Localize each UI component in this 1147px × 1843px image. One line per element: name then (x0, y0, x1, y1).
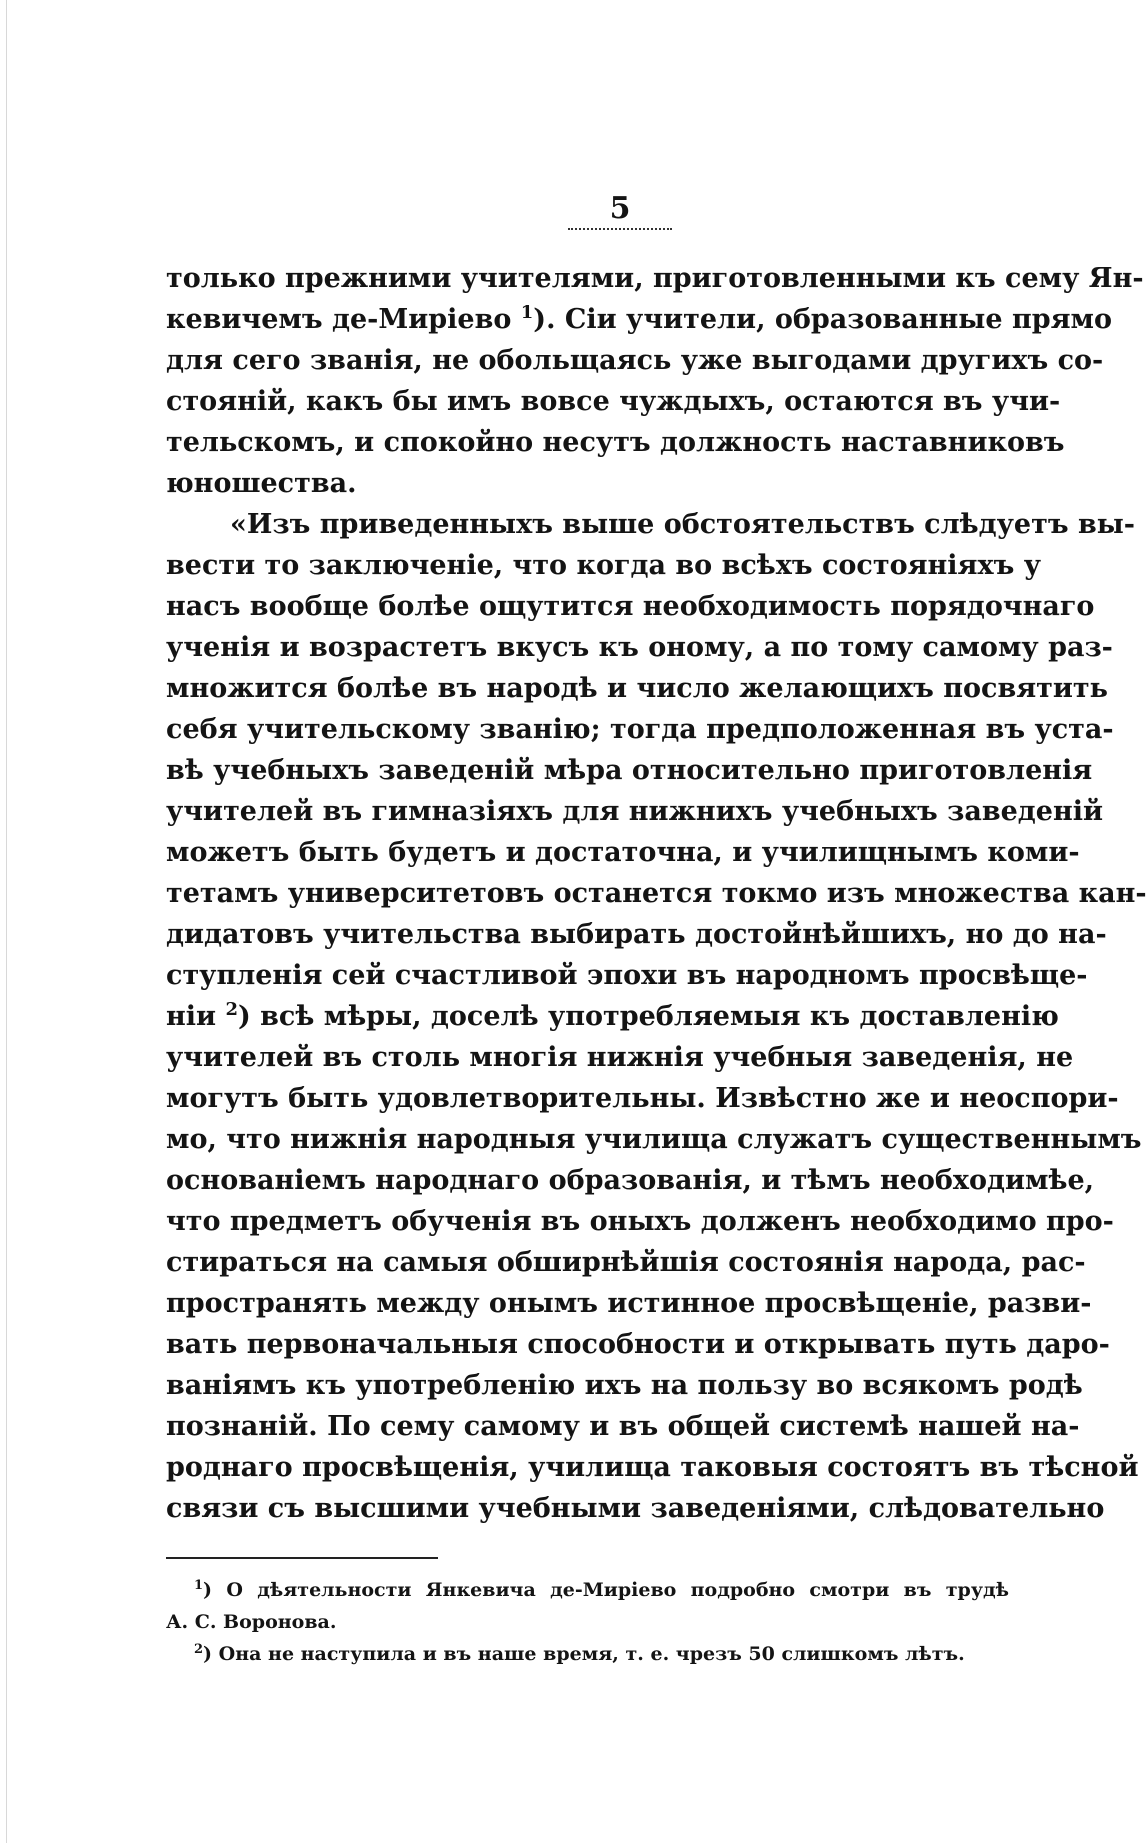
text-line: тетамъ университетовъ останется токмо изъ множества кан- (166, 878, 1147, 909)
text-line: только прежними учителями, приготовленными къ сему Ян- (166, 263, 1144, 294)
footnote-ref: 1 (520, 302, 534, 323)
text-line: ступленія сей счастливой эпохи въ народномъ просвѣще- (166, 960, 1088, 991)
footnote-divider (166, 1557, 438, 1559)
footnote-1-continuation: А. С. Воронова. (166, 1611, 337, 1633)
text-line: вести то заключеніе, что когда во всѣхъ состояніяхъ у (166, 550, 1041, 581)
text-line: насъ вообще болѣе ощутится необходимость порядочнаго (166, 591, 1095, 622)
text-line: ученія и возрастетъ вкусъ къ оному, а по тому самому раз- (166, 632, 1113, 663)
text-line: себя учительскому званію; тогда предположенная въ уста- (166, 714, 1114, 745)
text-line: стираться на самыя обширнѣйшія состоянія народа, рас- (166, 1247, 1086, 1278)
text-line: учителей въ гимназіяхъ для нижнихъ учебныхъ заведеній (166, 796, 1103, 827)
paragraph-start-line: «Изъ приведенныхъ выше обстоятельствъ слѣдуетъ вы- (230, 509, 1135, 540)
text-line: связи съ высшими учебными заведеніями, слѣдовательно (166, 1493, 1105, 1524)
text-line-part: ) всѣ мѣры, доселѣ употребляемыя къ доставленію (237, 1001, 1059, 1032)
page-header (565, 192, 675, 230)
text-line: что предметъ обученія въ оныхъ долженъ необходимо про- (166, 1206, 1114, 1237)
footnote-text: ) О дѣятельности Янкевича де-Миріево подробно смотри въ трудѣ (203, 1579, 1009, 1601)
page-number: 5 (609, 191, 631, 226)
text-line (166, 299, 1112, 340)
footnote-text: ) Она не наступила и въ наше время, т. е. чрезъ 50 слишкомъ лѣтъ. (203, 1643, 965, 1665)
text-line (166, 996, 1059, 1037)
footnote-1 (166, 1574, 1009, 1606)
text-line: тельскомъ, и спокойно несутъ должность наставниковъ (166, 427, 1065, 458)
text-line: основаніемъ народнаго образованія, и тѣмъ необходимѣе, (166, 1165, 1095, 1196)
text-line: пространять между онымъ истинное просвѣщеніе, разви- (166, 1288, 1092, 1319)
text-line-part: ). Сіи учители, образованные прямо (533, 304, 1112, 335)
footnote-mark: 2 (194, 1642, 204, 1657)
text-line: для сего званія, не обольщаясь уже выгодами другихъ со- (166, 345, 1104, 376)
footnote-mark: 1 (194, 1578, 204, 1593)
main-text (166, 258, 1147, 1529)
page-edge (6, 0, 7, 1843)
text-line: роднаго просвѣщенія, училища таковыя состоятъ въ тѣсной (166, 1452, 1139, 1483)
text-line: вѣ учебныхъ заведеній мѣра относительно приготовленія (166, 755, 1093, 786)
text-line: юношества. (166, 468, 357, 499)
footnote-ref: 2 (225, 999, 238, 1020)
text-line: можетъ быть будетъ и достаточна, и училищнымъ коми- (166, 837, 1080, 868)
page-number-rule (568, 228, 672, 230)
text-line-part: кевичемъ де-Миріево (166, 304, 512, 335)
footnote-2 (166, 1638, 1009, 1670)
text-line: мо, что нижнія народныя училища служатъ существеннымъ (166, 1124, 1142, 1155)
text-line-part: ніи (166, 1001, 217, 1032)
text-line: стояній, какъ бы имъ вовсе чуждыхъ, остаются въ учи- (166, 386, 1061, 417)
text-line: могутъ быть удовлетворительны. Извѣстно же и неоспори- (166, 1083, 1119, 1114)
text-line: познаній. По сему самому и въ общей системѣ нашей на- (166, 1411, 1080, 1442)
text-line: множится болѣе въ народѣ и число желающихъ посвятить (166, 673, 1108, 704)
text-line: ваніямъ къ употребленію ихъ на пользу во всякомъ родѣ (166, 1370, 1083, 1401)
footnotes (166, 1574, 1009, 1670)
text-line: учителей въ столь многія нижнія учебныя заведенія, не (166, 1042, 1074, 1073)
text-line: вать первоначальныя способности и открывать путь даро- (166, 1329, 1110, 1360)
text-line: дидатовъ учительства выбирать достойнѣйшихъ, но до на- (166, 919, 1107, 950)
